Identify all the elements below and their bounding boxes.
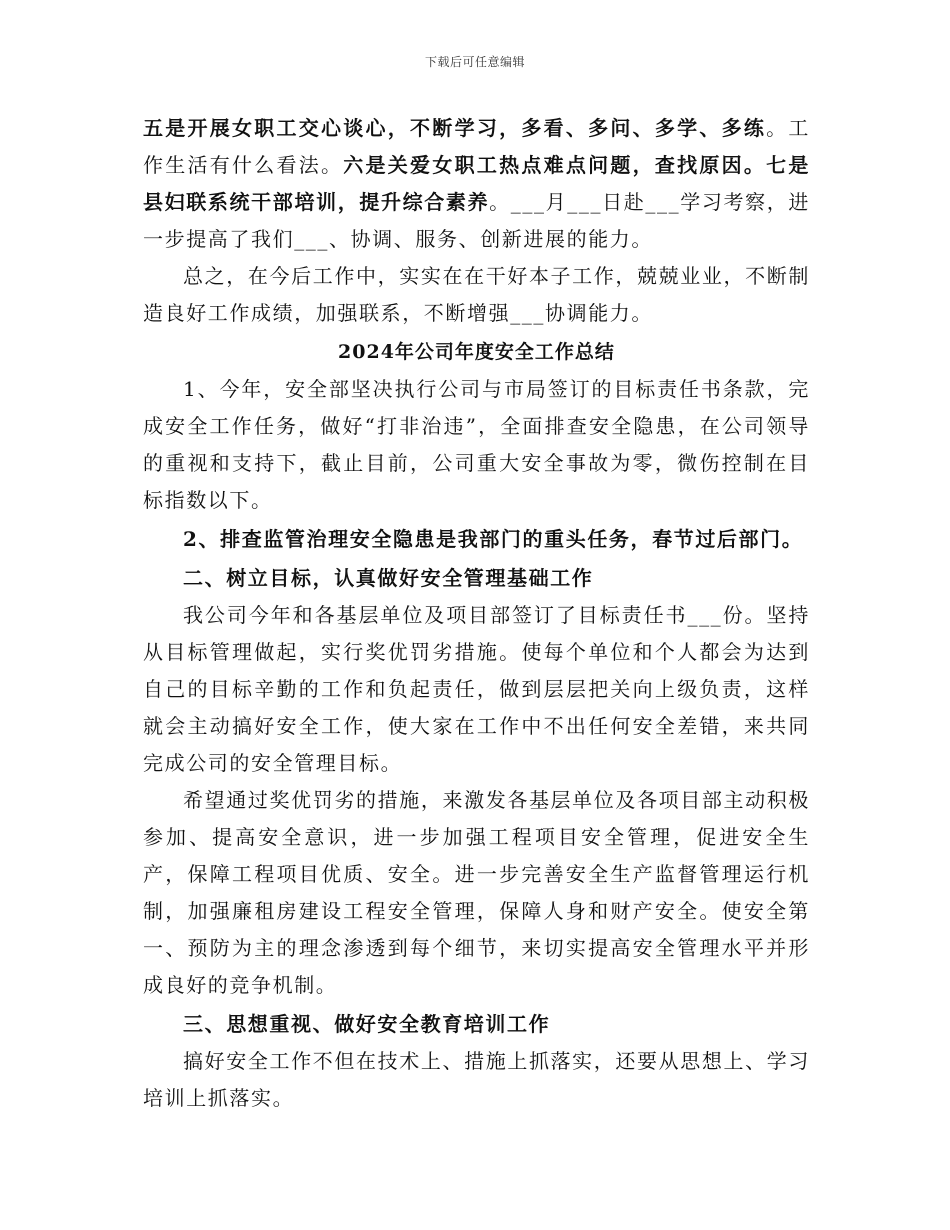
paragraph-6: 希望通过奖优罚劣的措施，来激发各基层单位及各项目部主动积极参加、提高安全意识，进一步加强工程项目安全管理，促进安全生产，保障工程项目优质、安全。进一步完善安全生产监督管理运行机制，加强廉租房建设工程安全管理，保障人身和财产安全。使安全第一、预防为主的理念渗透到每个细节，来切实提高安全管理水平并形成良好的竞争机制。 — [143, 788, 810, 997]
heading-3: 三、思想重视、做好安全教育培训工作 — [183, 1012, 551, 1036]
paragraph-1 — [143, 110, 810, 258]
paragraph-7: 搞好安全工作不但在技术上、措施上抓落实，还要从思想上、学习培训上抓落实。 — [143, 1049, 810, 1110]
plain-text: 。___月___日赴___学习考察，进一步提高了我们___、协调、服务、创新进展的能力。 — [143, 190, 810, 251]
paragraph-2: 总之，在今后工作中，实实在在干好本子工作，兢兢业业，不断制造良好工作成绩，加强联系，不断增强___协调能力。 — [143, 264, 810, 325]
paragraph-4: 2、排查监管治理安全隐患是我部门的重头任务，春节过后部门。 — [183, 527, 804, 551]
bold-text: 六是关爱女职工热点难点问题，查找原因。七是县妇联系统干部培训，提升综合素养 — [143, 153, 810, 214]
paragraph-5: 我公司今年和各基层单位及项目部签订了目标责任书___份。坚持从目标管理做起，实行奖优罚劣措施。使每个单位和个人都会为达到自己的目标辛勤的工作和负起责任，做到层层把关向上级负责，这样就会主动搞好安全工作，使大家在工作中不出任何安全差错，来共同完成公司的安全管理目标。 — [143, 603, 810, 775]
page-header: 下载后可任意编辑 — [424, 55, 525, 69]
bold-text: 五是开展女职工交心谈心，不断学习，多看、多问、多学、多练 — [143, 116, 767, 140]
section-title: 2024年公司年度安全工作总结 — [338, 341, 615, 363]
plain-text: 。工作生活有什么看法。 — [143, 116, 810, 177]
paragraph-3: 1、今年，安全部坚决执行公司与市局签订的目标责任书条款，完成安全工作任务，做好“打非治违”，全面排查安全隐患，在公司领导的重视和支持下，截止目前，公司重大安全事故为零，微伤控制在目标指数以下。 — [143, 377, 810, 512]
document-body — [143, 110, 810, 1117]
heading-2: 二、树立目标，认真做好安全管理基础工作 — [183, 566, 594, 590]
